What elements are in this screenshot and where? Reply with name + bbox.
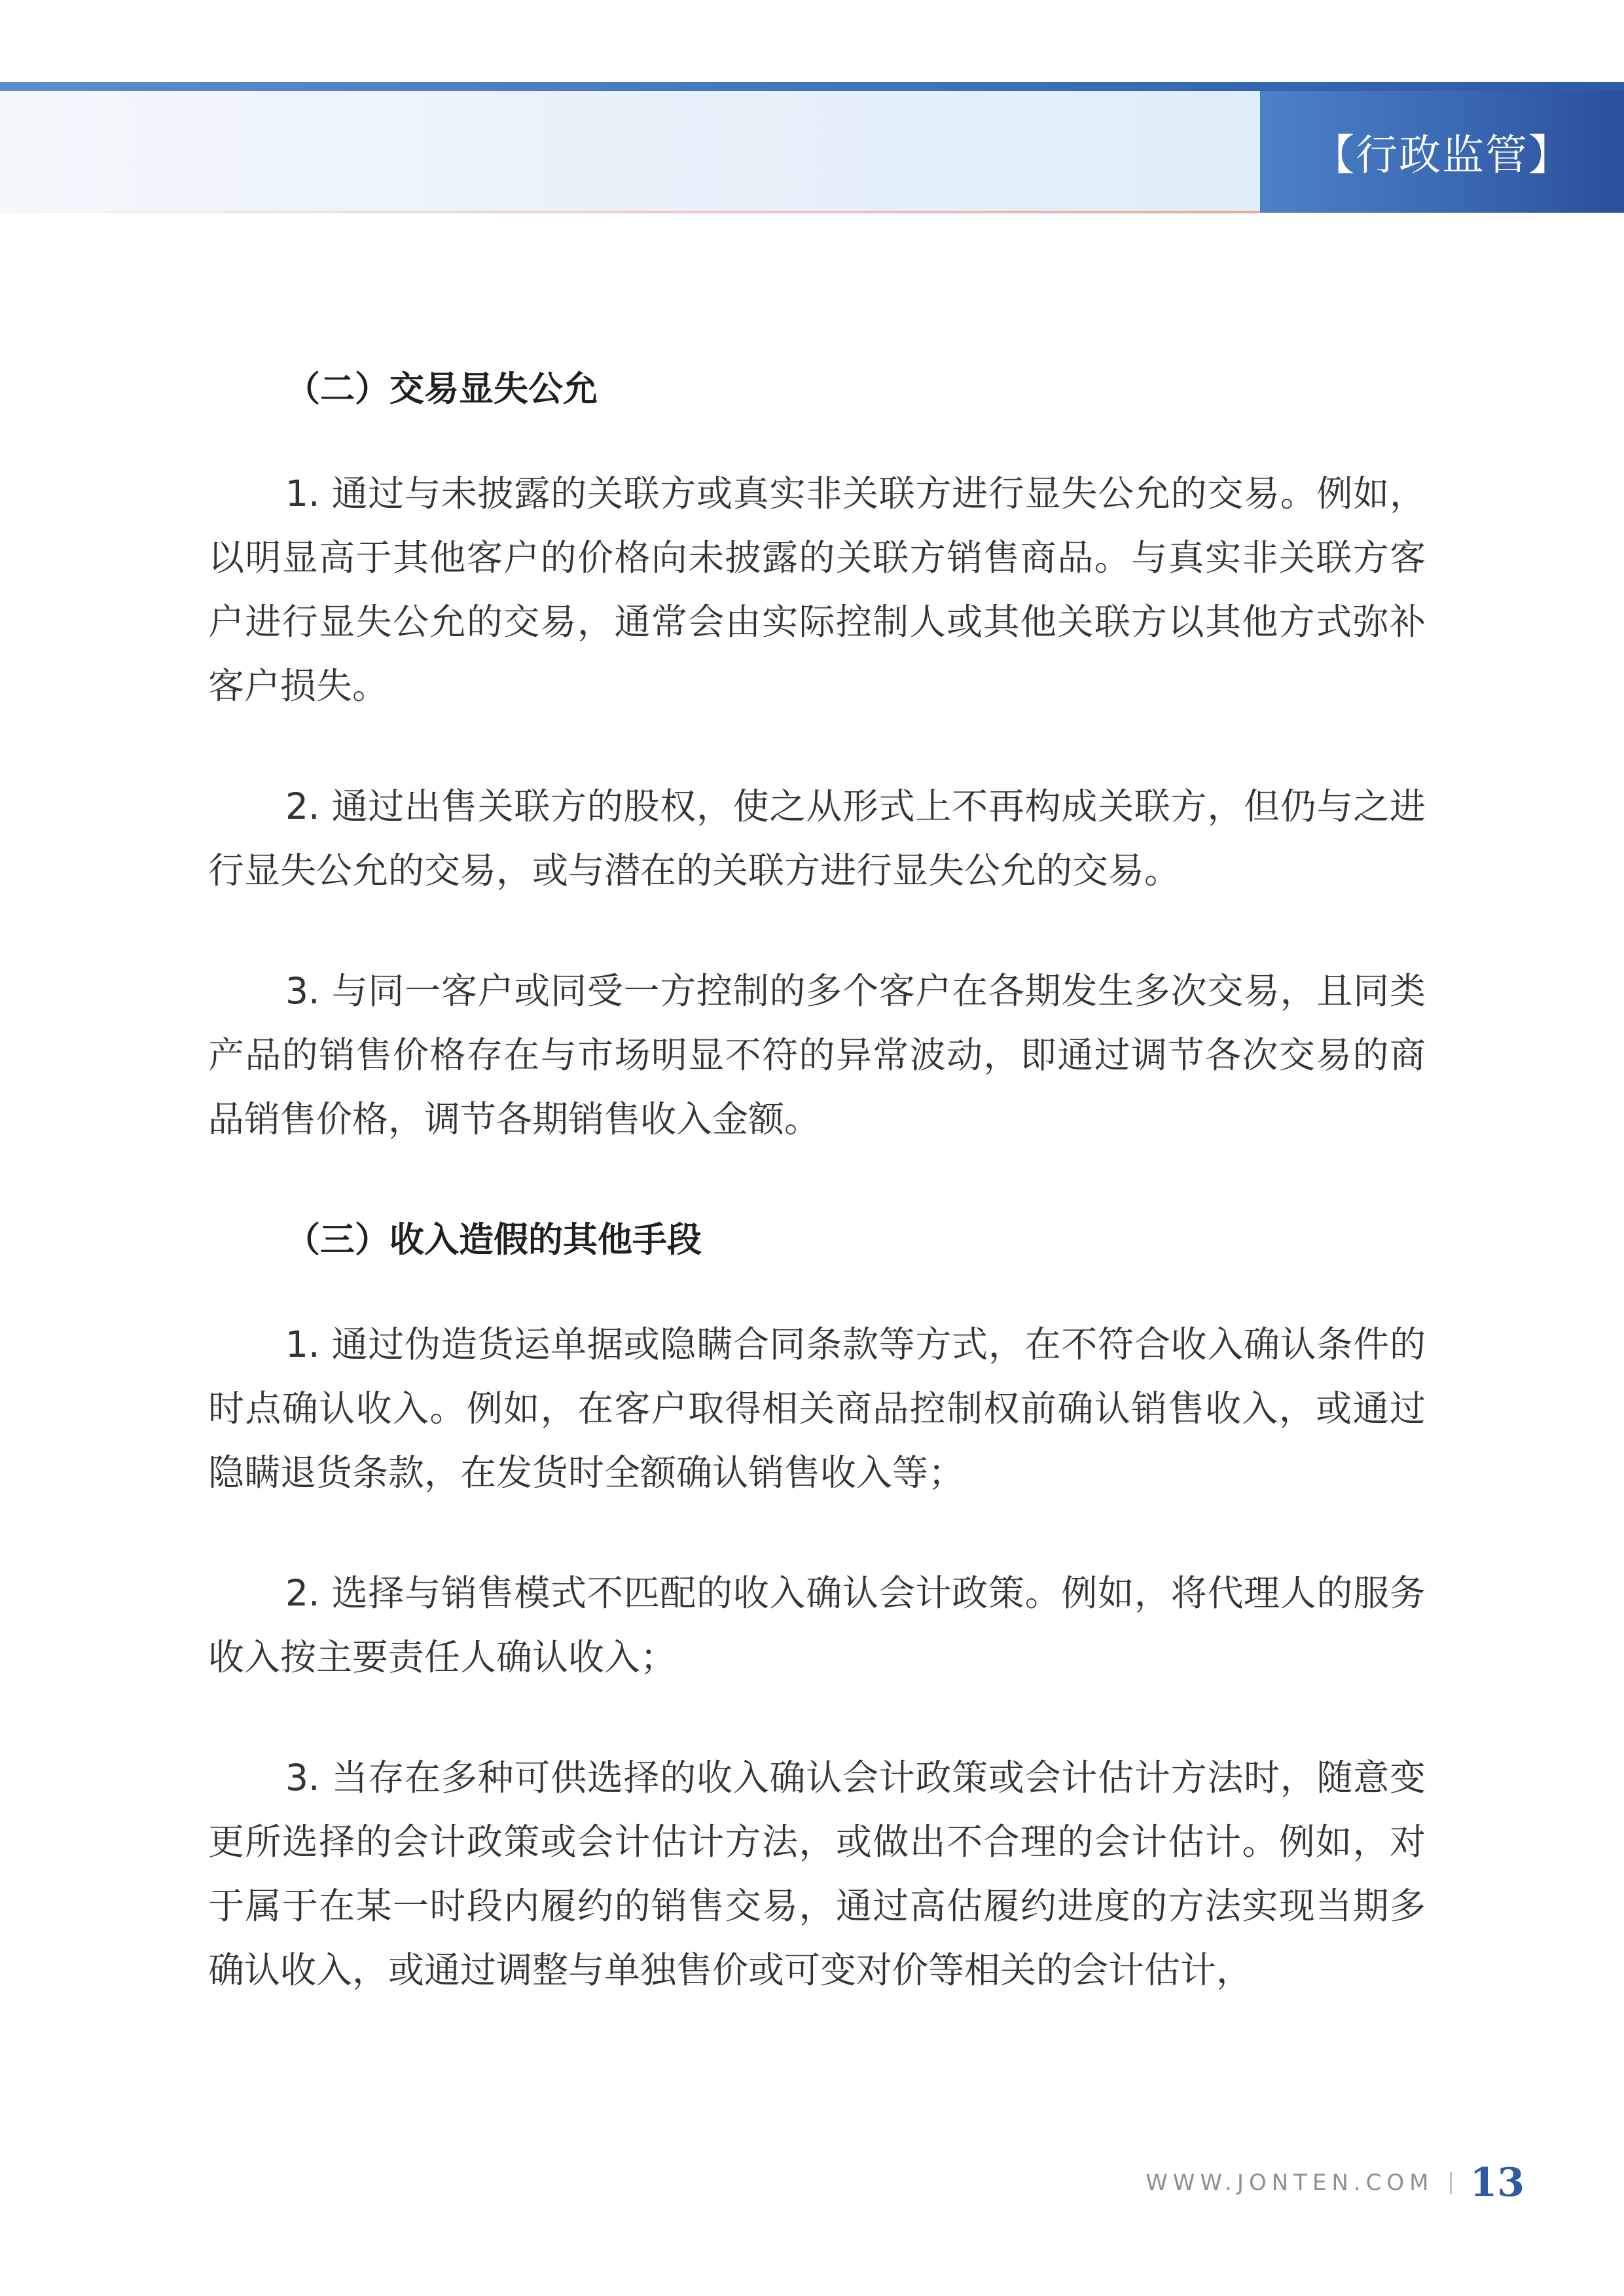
paragraph: 3. 当存在多种可供选择的收入确认会计政策或会计估计方法时，随意变更所选择的会计政策或会计估计方法，或做出不合理的会计估计。例如，对于属于在某一时段内履约的销售交易，通过高估履约进度的方法实现当期多确认收入，或通过调整与单独售价或可变对价等相关的会计估计， [208,1757,1426,1991]
page-number: 13 [1470,2160,1525,2206]
paragraph: 3. 与同一客户或同受一方控制的多个客户在各期发生多次交易，且同类产品的销售价格存在与市场明显不符的异常波动，即通过调节各次交易的商品销售价格，调节各期销售收入金额。 [208,970,1426,1140]
header-top-line [0,82,1624,91]
paragraph: 2. 选择与销售模式不匹配的收入确认会计政策。例如，将代理人的服务收入按主要责任人确认收入； [208,1572,1426,1678]
header-band-underline [0,211,1260,213]
main-content [208,357,1426,2058]
paragraph: 1. 通过与未披露的关联方或真实非关联方进行显失公允的交易。例如，以明显高于其他客户的价格向未披露的关联方销售商品。与真实非关联方客户进行显失公允的交易，通常会由实际控制人或其他关联方以其他方式弥补客户损失。 [208,473,1426,707]
page-footer [1146,2157,1525,2209]
footer-divider [1450,2172,1452,2194]
section-heading: （二）交易显失公允 [285,369,598,409]
paragraph: 2. 通过出售关联方的股权，使之从形式上不再构成关联方，但仍与之进行显失公允的交易，或与潜在的关联方进行显失公允的交易。 [208,785,1426,891]
section-tag [1260,91,1624,213]
section-heading: （三）收入造假的其他手段 [285,1220,702,1260]
header-band [0,91,1260,213]
paragraph: 1. 通过伪造货运单据或隐瞒合同条款等方式，在不符合收入确认条件的时点确认收入。例如，在客户取得相关商品控制权前确认销售收入，或通过隐瞒退货条款，在发货时全额确认销售收入等； [208,1323,1426,1494]
section-tag-label: 【行政监管】 [1312,132,1572,180]
footer-website-link[interactable]: WWW.JONTEN.COM [1146,2170,1434,2196]
